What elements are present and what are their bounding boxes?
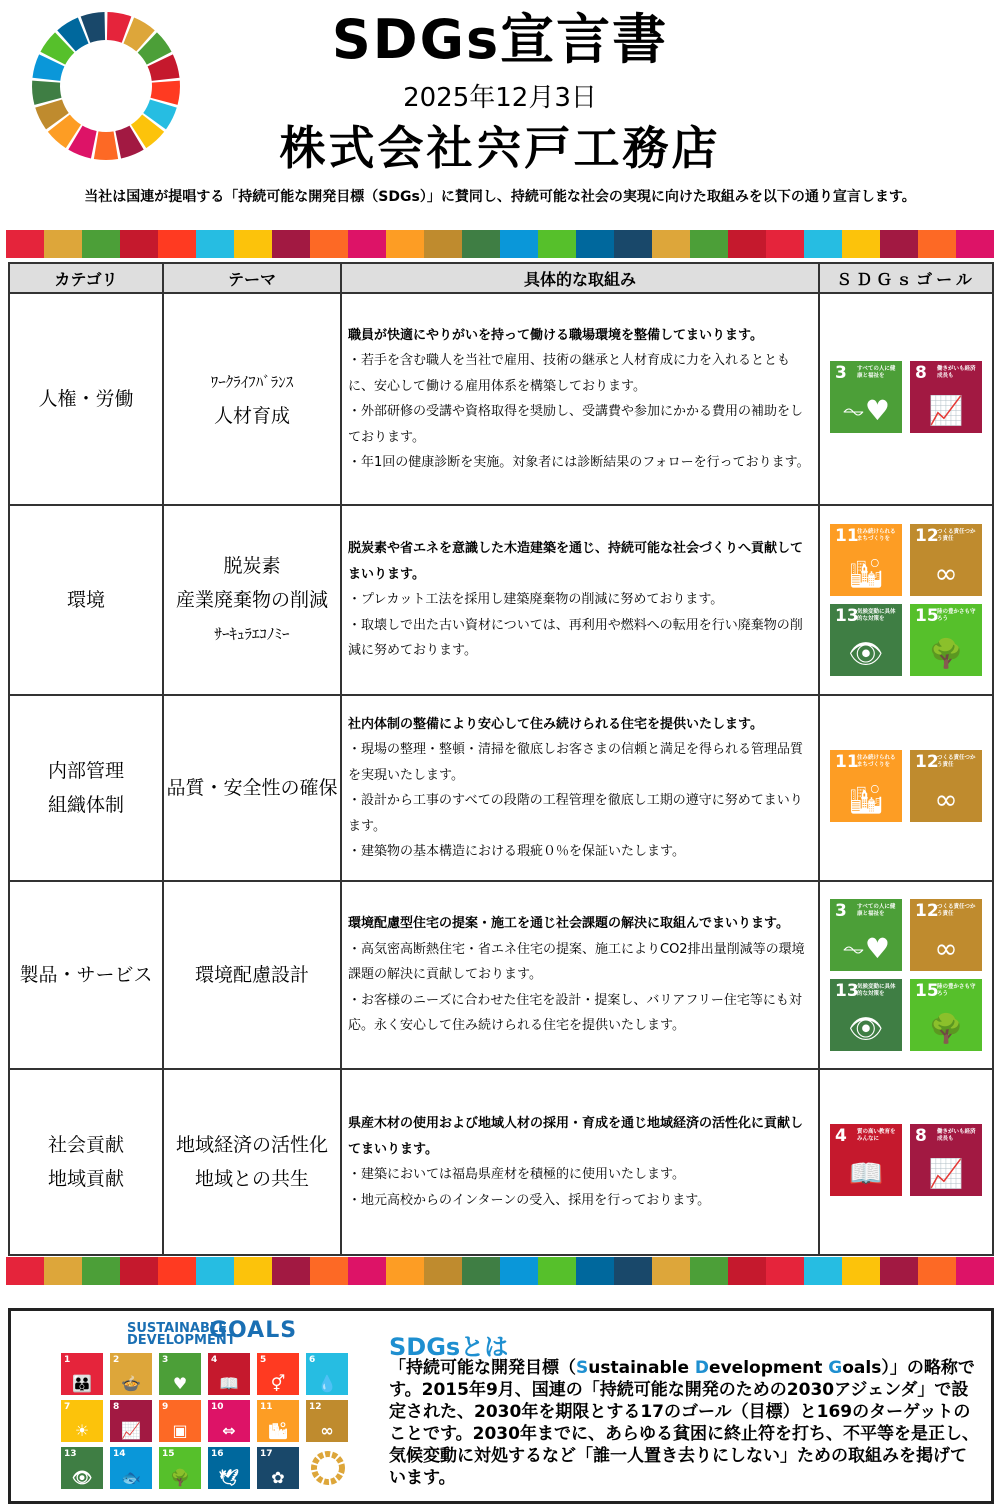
theme-line: 脱炭素 bbox=[223, 555, 281, 577]
cell-actions bbox=[341, 505, 819, 695]
color-stripe-top bbox=[6, 230, 994, 258]
stripe-segment bbox=[234, 230, 272, 258]
stripe-segment bbox=[766, 1257, 804, 1285]
mini-goal-14-icon bbox=[110, 1447, 152, 1489]
goal-label: 気候変動に具体的な対策を bbox=[857, 609, 896, 622]
action-item: ・若手を含む職人を当社で雇用、技術の継承と人材育成に力を入れるとともに、安心して働ける雇用体系を構築しております。 bbox=[348, 353, 791, 394]
mini-goal-7-icon bbox=[61, 1400, 103, 1442]
sdg-goal-8-icon bbox=[910, 1124, 982, 1196]
goal-label: 陸の豊かさも守ろう bbox=[937, 609, 976, 622]
mini-goal-symbol-icon: 🐟 bbox=[121, 1468, 141, 1487]
growth-chart-icon: 📈 bbox=[928, 1157, 964, 1190]
about-text-part: evelopment bbox=[709, 1358, 829, 1378]
sdg-goal-12-icon bbox=[910, 750, 982, 822]
stripe-segment bbox=[82, 230, 120, 258]
stripe-segment bbox=[614, 1257, 652, 1285]
stripe-segment bbox=[538, 1257, 576, 1285]
about-text-part: ustainable bbox=[588, 1358, 695, 1378]
goal-number: 11 bbox=[835, 752, 859, 772]
cell-sdgs-goals bbox=[819, 505, 993, 695]
about-title: SDGsとは bbox=[389, 1333, 509, 1361]
city-icon: 🏙 bbox=[848, 783, 884, 816]
action-lead: 社内体制の整備により安心して住み続けられる住宅を提供いたします。 bbox=[348, 716, 763, 732]
about-text-part: 「持続可能な開発目標（ bbox=[389, 1358, 576, 1378]
color-stripe-bottom bbox=[6, 1257, 994, 1285]
goal-number: 8 bbox=[915, 1126, 927, 1146]
sdg-goal-13-icon bbox=[830, 979, 902, 1051]
mini-goal-5-icon bbox=[257, 1353, 299, 1395]
mini-goal-17-icon bbox=[257, 1447, 299, 1489]
action-item: ・建築においては福島県産材を積極的に使用いたします。 bbox=[348, 1167, 685, 1182]
mini-goal-number: 15 bbox=[162, 1449, 175, 1459]
goal-label: 働きがいも経済成長も bbox=[937, 1129, 976, 1142]
sdg-goal-15-icon bbox=[910, 604, 982, 676]
declaration-date: 2025年12月3日 bbox=[403, 83, 597, 113]
goal-number: 11 bbox=[835, 526, 859, 546]
action-lead: 県産木材の使用および地域人材の採用・育成を通じ地域経済の活性化に貢献してまいります。 bbox=[348, 1116, 804, 1157]
mini-goal-symbol-icon: ☀ bbox=[74, 1421, 90, 1440]
stripe-segment bbox=[500, 230, 538, 258]
action-item: ・現場の整理・整頓・清掃を徹底しお客さまの信頼と満足を得られる管理品質を実現いたします。 bbox=[348, 742, 804, 783]
mini-goal-16-icon bbox=[208, 1447, 250, 1489]
mini-goal-wheel-icon bbox=[306, 1447, 348, 1489]
goal-icons bbox=[830, 524, 982, 676]
action-item: ・設計から工事のすべての段階の工程管理を徹底し工期の遵守に努めてまいります。 bbox=[348, 793, 803, 834]
stripe-segment bbox=[804, 1257, 842, 1285]
mini-goal-symbol-icon: 📈 bbox=[121, 1421, 141, 1440]
mini-goal-number: 7 bbox=[64, 1402, 71, 1412]
mini-goal-symbol-icon: 🕊 bbox=[218, 1468, 240, 1487]
logo-line-2: DEVELOPMENT bbox=[127, 1333, 236, 1348]
cell-category bbox=[9, 505, 163, 695]
mini-goal-1-icon bbox=[61, 1353, 103, 1395]
mini-goal-symbol-icon: ⚥ bbox=[270, 1374, 286, 1393]
action-item: ・取壊しで出た古い資材については、再利用や燃料への転用を行い廃棄物の削減に努めております。 bbox=[348, 617, 803, 659]
mini-goal-number: 4 bbox=[211, 1355, 218, 1365]
stripe-segment bbox=[424, 1257, 462, 1285]
growth-chart-icon: 📈 bbox=[928, 394, 964, 427]
sdg-goal-8-icon bbox=[910, 361, 982, 433]
sdgs-about-box bbox=[8, 1308, 994, 1504]
mini-goal-2-icon bbox=[110, 1353, 152, 1395]
goal-number: 13 bbox=[835, 606, 859, 626]
heartbeat-icon: ⏦♥ bbox=[842, 932, 890, 965]
cell-actions bbox=[341, 1069, 819, 1255]
stripe-segment bbox=[500, 1257, 538, 1285]
mini-goal-12-icon bbox=[306, 1400, 348, 1442]
stripe-segment bbox=[120, 1257, 158, 1285]
table-row bbox=[9, 881, 993, 1069]
goal-label: すべての人に健康と福祉を bbox=[857, 904, 896, 917]
mini-goal-number: 9 bbox=[162, 1402, 169, 1412]
sdg-goal-4-icon bbox=[830, 1124, 902, 1196]
mini-goal-number: 13 bbox=[64, 1449, 77, 1459]
acronym-s: S bbox=[576, 1358, 589, 1378]
stripe-segment bbox=[196, 230, 234, 258]
header-actions: 具体的な取組み bbox=[341, 263, 819, 293]
mini-goal-number: 16 bbox=[211, 1449, 224, 1459]
sdg-goal-11-icon bbox=[830, 524, 902, 596]
stripe-segment bbox=[880, 1257, 918, 1285]
mini-goal-10-icon bbox=[208, 1400, 250, 1442]
mini-goal-symbol-icon: 🏙 bbox=[267, 1421, 289, 1440]
action-lead: 職員が快適にやりがいを持って働ける職場環境を整備してまいります。 bbox=[348, 327, 763, 343]
action-item: ・高気密高断熱住宅・省エネ住宅の提案、施工によりCO2排出量削減等の環境課題の解決に貢献しております。 bbox=[348, 941, 805, 983]
mini-goal-number: 3 bbox=[162, 1355, 169, 1365]
eye-globe-icon: 👁 bbox=[848, 1012, 884, 1045]
cell-category bbox=[9, 695, 163, 881]
cell-category bbox=[9, 293, 163, 505]
goal-label: つくる責任つかう責任 bbox=[937, 904, 976, 917]
tree-icon: 🌳 bbox=[928, 637, 964, 670]
mini-goal-number: 17 bbox=[260, 1449, 273, 1459]
action-item: ・地元高校からのインターンの受入、採用を行っております。 bbox=[348, 1192, 711, 1208]
declaration-table bbox=[8, 262, 994, 1256]
cell-actions bbox=[341, 695, 819, 881]
mini-goal-number: 1 bbox=[64, 1355, 71, 1365]
goal-number: 4 bbox=[835, 1126, 847, 1146]
table-row bbox=[9, 695, 993, 881]
about-text-part: ）」の略称です。2015年9月、国連の「持続可能な開発のための2030アジェンダ」で設定された、2030年を期限とする17のゴール（目標）と169のターゲットのことです。2030年までに、あらゆる貧困に終止符を打ち、不平等を是正し、気候変動に対処するなど「誰一人置き去りにしない」ための取組みを掲げています。 bbox=[389, 1358, 979, 1488]
stripe-segment bbox=[576, 1257, 614, 1285]
mini-goal-6-icon bbox=[306, 1353, 348, 1395]
stripe-segment bbox=[386, 230, 424, 258]
goal-number: 15 bbox=[915, 981, 939, 1001]
stripe-segment bbox=[576, 230, 614, 258]
intro-statement: 当社は国連が提唱する「持続可能な開発目標（SDGs）」に賛同し、持続可能な社会の実現に向けた取組みを以下の通り宣言します。 bbox=[84, 189, 916, 205]
about-text bbox=[389, 1357, 979, 1489]
heartbeat-icon: ⏦♥ bbox=[842, 394, 890, 427]
goal-icons bbox=[830, 361, 982, 433]
category-line: 製品・サービス bbox=[19, 964, 153, 986]
cell-sdgs-goals bbox=[819, 881, 993, 1069]
stripe-segment bbox=[538, 230, 576, 258]
goal-label: 質の高い教育をみんなに bbox=[857, 1129, 896, 1142]
eye-globe-icon: 👁 bbox=[848, 637, 884, 670]
mini-goal-number: 14 bbox=[113, 1449, 126, 1459]
stripe-segment bbox=[804, 230, 842, 258]
sdgs-goals-wordmark bbox=[127, 1318, 298, 1348]
cell-sdgs-goals bbox=[819, 695, 993, 881]
stripe-segment bbox=[6, 1257, 44, 1285]
theme-line: 地域経済の活性化 bbox=[175, 1134, 328, 1156]
about-text-part: oals bbox=[842, 1358, 882, 1378]
stripe-segment bbox=[196, 1257, 234, 1285]
acronym-d: D bbox=[694, 1358, 710, 1378]
stripe-segment bbox=[158, 230, 196, 258]
cell-category bbox=[9, 881, 163, 1069]
tree-icon: 🌳 bbox=[928, 1012, 964, 1045]
action-item: ・外部研修の受講や資格取得を奨励し、受講費や参加にかかる費用の補助をしております。 bbox=[348, 404, 804, 445]
goal-icons bbox=[830, 750, 982, 822]
goal-icons bbox=[830, 899, 982, 1051]
stripe-segment bbox=[918, 1257, 956, 1285]
book-icon: 📖 bbox=[848, 1157, 884, 1190]
city-icon: 🏙 bbox=[848, 557, 884, 590]
mini-goal-15-icon bbox=[159, 1447, 201, 1489]
goal-number: 12 bbox=[915, 526, 939, 546]
mini-goal-symbol-icon: 💧 bbox=[317, 1374, 337, 1393]
goal-label: 働きがいも経済成長も bbox=[937, 366, 976, 379]
mini-goal-11-icon bbox=[257, 1400, 299, 1442]
stripe-segment bbox=[44, 230, 82, 258]
category-line: 人権・労働 bbox=[38, 388, 134, 410]
stripe-segment bbox=[424, 230, 462, 258]
stripe-segment bbox=[652, 1257, 690, 1285]
mini-goal-number: 6 bbox=[309, 1355, 316, 1365]
cell-theme bbox=[163, 881, 341, 1069]
cell-theme bbox=[163, 695, 341, 881]
stripe-segment bbox=[918, 230, 956, 258]
mini-goal-13-icon bbox=[61, 1447, 103, 1489]
sdg-goal-13-icon bbox=[830, 604, 902, 676]
theme-line: 地域との共生 bbox=[194, 1168, 309, 1190]
goal-number: 12 bbox=[915, 752, 939, 772]
sdg-goal-12-icon bbox=[910, 899, 982, 971]
stripe-segment bbox=[880, 230, 918, 258]
mini-goal-symbol-icon: ▣ bbox=[172, 1421, 188, 1440]
infinity-icon: ∞ bbox=[934, 783, 958, 816]
goal-label: 住み続けられるまちづくりを bbox=[857, 529, 896, 542]
table-header-row bbox=[9, 263, 993, 293]
cell-category bbox=[9, 1069, 163, 1255]
stripe-segment bbox=[690, 1257, 728, 1285]
mini-wheel-icon bbox=[309, 1449, 347, 1487]
stripe-segment bbox=[348, 1257, 386, 1285]
cell-actions bbox=[341, 881, 819, 1069]
stripe-segment bbox=[44, 1257, 82, 1285]
mini-goal-symbol-icon: ♥ bbox=[172, 1374, 188, 1393]
stripe-segment bbox=[462, 230, 500, 258]
mini-goal-symbol-icon: 🍲 bbox=[121, 1374, 141, 1393]
stripe-segment bbox=[348, 230, 386, 258]
mini-goal-number: 10 bbox=[211, 1402, 224, 1412]
stripe-segment bbox=[728, 230, 766, 258]
mini-goal-symbol-icon: 👪 bbox=[72, 1374, 92, 1393]
stripe-segment bbox=[728, 1257, 766, 1285]
stripe-segment bbox=[956, 230, 994, 258]
page-title: SDGs宣言書 bbox=[331, 8, 669, 71]
mini-goal-number: 2 bbox=[113, 1355, 120, 1365]
theme-line: 産業廃棄物の削減 bbox=[175, 589, 328, 611]
stripe-segment bbox=[6, 230, 44, 258]
goal-number: 3 bbox=[835, 901, 847, 921]
cell-sdgs-goals bbox=[819, 293, 993, 505]
sdg-goal-15-icon bbox=[910, 979, 982, 1051]
category-line: 社会貢献 bbox=[47, 1134, 124, 1156]
infinity-icon: ∞ bbox=[934, 557, 958, 590]
category-line: 内部管理 bbox=[47, 760, 124, 782]
stripe-segment bbox=[82, 1257, 120, 1285]
theme-line: ﾜｰｸﾗｲﾌﾊﾞﾗﾝｽ bbox=[210, 373, 294, 391]
header-sdgs-goals: ＳＤＧｓゴール bbox=[819, 263, 993, 293]
table-row bbox=[9, 1069, 993, 1255]
company-name: 株式会社宍戸工務店 bbox=[279, 121, 721, 175]
theme-line: 人材育成 bbox=[213, 405, 290, 427]
stripe-segment bbox=[310, 1257, 348, 1285]
goal-icons bbox=[830, 1124, 982, 1196]
mini-goal-number: 8 bbox=[113, 1402, 120, 1412]
cell-actions bbox=[341, 293, 819, 505]
mini-goal-number: 11 bbox=[260, 1402, 273, 1412]
header-category: カテゴリ bbox=[9, 263, 163, 293]
goal-number: 3 bbox=[835, 363, 847, 383]
sdg-goal-3-icon bbox=[830, 899, 902, 971]
sdgs-goals-figure bbox=[61, 1318, 361, 1493]
goal-number: 12 bbox=[915, 901, 939, 921]
infinity-icon: ∞ bbox=[934, 932, 958, 965]
mini-goal-symbol-icon: ∞ bbox=[320, 1421, 334, 1440]
action-item: ・建築物の基本構造における瑕疵０％を保証いたします。 bbox=[348, 844, 685, 859]
stripe-segment bbox=[272, 1257, 310, 1285]
header-theme: テーマ bbox=[163, 263, 341, 293]
stripe-segment bbox=[386, 1257, 424, 1285]
mini-goal-symbol-icon: ⇔ bbox=[222, 1421, 236, 1440]
theme-line: 環境配慮設計 bbox=[194, 964, 309, 986]
action-item: ・プレカット工法を採用し建築廃棄物の削減に努めております。 bbox=[348, 592, 724, 608]
mini-goal-number: 5 bbox=[260, 1355, 267, 1365]
category-line: 組織体制 bbox=[47, 794, 124, 816]
goal-label: 気候変動に具体的な対策を bbox=[857, 984, 896, 997]
logo-line-1: SUSTAINABLE bbox=[127, 1321, 228, 1336]
stripe-segment bbox=[462, 1257, 500, 1285]
goal-label: つくる責任つかう責任 bbox=[937, 755, 976, 768]
stripe-segment bbox=[310, 230, 348, 258]
goal-label: 陸の豊かさも守ろう bbox=[937, 984, 976, 997]
sdg-goal-11-icon bbox=[830, 750, 902, 822]
mini-goal-8-icon bbox=[110, 1400, 152, 1442]
goal-label: すべての人に健康と福祉を bbox=[857, 366, 896, 379]
mini-goal-symbol-icon: ✿ bbox=[271, 1468, 285, 1487]
acronym-g: G bbox=[828, 1358, 843, 1378]
stripe-segment bbox=[652, 230, 690, 258]
stripe-segment bbox=[158, 1257, 196, 1285]
mini-goal-4-icon bbox=[208, 1353, 250, 1395]
theme-line: ｻｰｷｭﾗｴｺﾉﾐｰ bbox=[214, 625, 290, 643]
stripe-segment bbox=[234, 1257, 272, 1285]
action-lead: 脱炭素や省エネを意識した木造建築を通じ、持続可能な社会づくりへ貢献してまいります。 bbox=[348, 541, 804, 582]
stripe-segment bbox=[956, 1257, 994, 1285]
stripe-segment bbox=[614, 230, 652, 258]
sdg-goal-12-icon bbox=[910, 524, 982, 596]
cell-sdgs-goals bbox=[819, 1069, 993, 1255]
goal-number: 13 bbox=[835, 981, 859, 1001]
stripe-segment bbox=[842, 230, 880, 258]
stripe-segment bbox=[120, 230, 158, 258]
table-row bbox=[9, 505, 993, 695]
category-line: 環境 bbox=[66, 589, 105, 611]
mini-goal-number: 12 bbox=[309, 1402, 322, 1412]
table-row bbox=[9, 293, 993, 505]
goal-label: 住み続けられるまちづくりを bbox=[857, 755, 896, 768]
mini-goal-symbol-icon: 📖 bbox=[219, 1374, 239, 1393]
mini-goal-symbol-icon: 👁 bbox=[71, 1468, 93, 1487]
stripe-segment bbox=[842, 1257, 880, 1285]
mini-goal-9-icon bbox=[159, 1400, 201, 1442]
goal-number: 15 bbox=[915, 606, 939, 626]
category-line: 地域貢献 bbox=[47, 1168, 124, 1190]
goal-number: 8 bbox=[915, 363, 927, 383]
stripe-segment bbox=[272, 230, 310, 258]
sdg-goal-3-icon bbox=[830, 361, 902, 433]
cell-theme bbox=[163, 1069, 341, 1255]
cell-theme bbox=[163, 505, 341, 695]
goal-label: つくる責任つかう責任 bbox=[937, 529, 976, 542]
stripe-segment bbox=[690, 230, 728, 258]
stripe-segment bbox=[766, 230, 804, 258]
action-lead: 環境配慮型住宅の提案・施工を通じ社会課題の解決に取組んでまいります。 bbox=[348, 916, 789, 932]
action-item: ・年1回の健康診断を実施。対象者には診断結果のフォローを行っております。 bbox=[348, 455, 810, 470]
theme-line: 品質・安全性の確保 bbox=[166, 777, 338, 799]
logo-goals: GOALS bbox=[209, 1318, 298, 1343]
mini-goal-symbol-icon: 🌳 bbox=[170, 1468, 190, 1487]
action-item: ・お客様のニーズに合わせた住宅を設計・提案し、バリアフリー住宅等にも対応。永く安心して住み続けられる住宅を提供いたします。 bbox=[348, 992, 802, 1034]
mini-goal-3-icon bbox=[159, 1353, 201, 1395]
cell-theme bbox=[163, 293, 341, 505]
